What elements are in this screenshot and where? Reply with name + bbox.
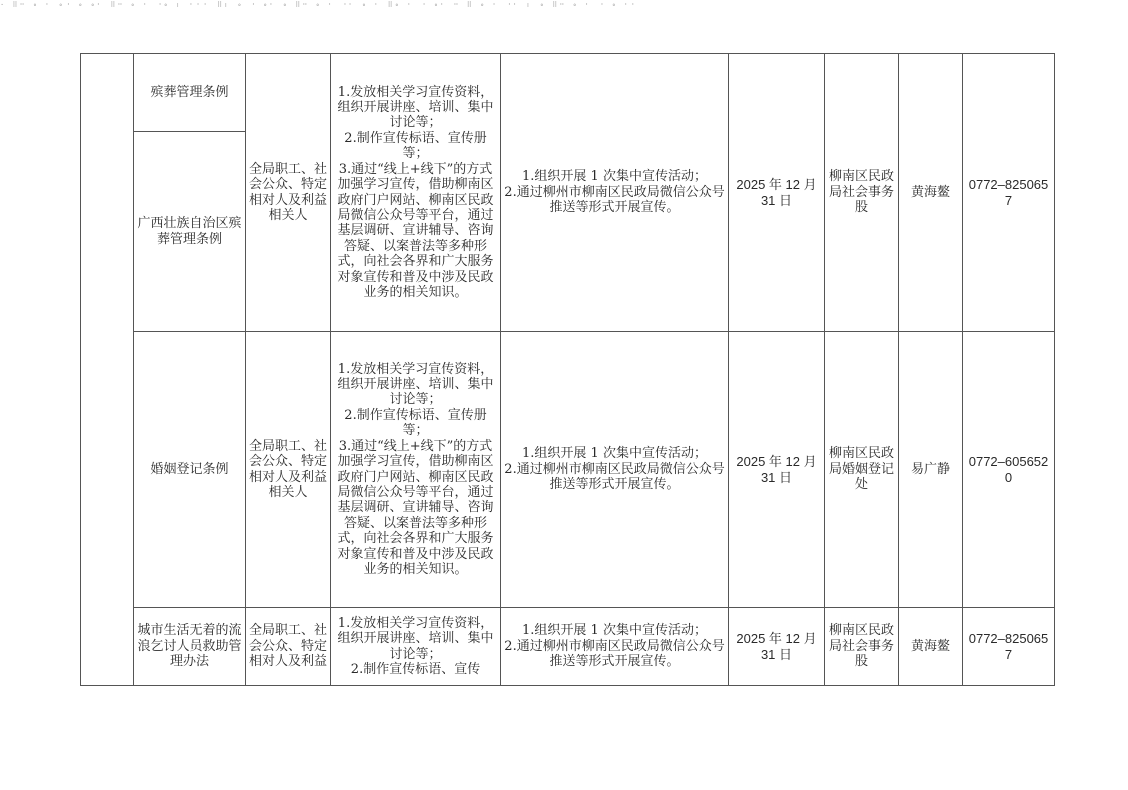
phone-cell: 0772–6056520 <box>963 332 1055 608</box>
law-name-cell: 广西壮族自治区殡葬管理条例 <box>134 132 246 332</box>
person-cell: 黄海鳌 <box>899 54 963 332</box>
phone-cell: 0772–8250657 <box>963 54 1055 332</box>
law-name-cell: 殡葬管理条例 <box>134 54 246 132</box>
method-cell: 1.发放相关学习宣传资料，组织开展讲座、培训、集中讨论等； 2.制作宣传标语、宣传册等； 3.通过“线上+线下”的方式加强学习宣传，借助柳南区政府门户网站、柳南区民政局微信公众号等平台，通过基层调研、宣讲辅导、咨询答疑、以案普法等多种形式，向社会各界和广大服务对象宣传和普及中涉及民政业务的相关知识。 <box>331 54 501 332</box>
scan-header-marks: · ⠿⠒ ∘ ⠂ ∘⠐ ∘ ∘⠂ ⠿⠒ ∘ ⠂ ⠐∘ ⠆ ⠂⠂⠂ ⠿⠆ ∘ ⠐ ∘⠂ ∘ ⠿⠒ ∘ ⠂ ⠐⠂ ∘ ⠂ ⠿∘ ⠂ ⠐ ∘⠂ ⠒ ⠿ ∘ ⠂ ⠐⠂ ⠆ ∘ ⠿⠒ ∘ ⠂ ⠐ ∘ ⠂⠂ <box>0 1 639 9</box>
law-name-cell: 婚姻登记条例 <box>134 332 246 608</box>
table-row <box>81 54 1055 132</box>
person-cell: 黄海鳌 <box>899 608 963 686</box>
table-row <box>81 332 1055 608</box>
person-cell: 易广静 <box>899 332 963 608</box>
deadline-cell: 2025 年 12 月 31 日 <box>729 608 825 686</box>
law-name-cell: 城市生活无着的流浪乞讨人员救助管理办法 <box>134 608 246 686</box>
table-row <box>81 608 1055 686</box>
method-cell: 1.发放相关学习宣传资料，组织开展讲座、培训、集中讨论等； 2.制作宣传标语、宣传册等； 3.通过“线上+线下”的方式加强学习宣传，借助柳南区政府门户网站、柳南区民政局微信公众号等平台，通过基层调研、宣讲辅导、咨询答疑、以案普法等多种形式，向社会各界和广大服务对象宣传和普及中涉及民政业务的相关知识。 <box>331 332 501 608</box>
phone-cell: 0772–8250657 <box>963 608 1055 686</box>
method-cell: 1.发放相关学习宣传资料，组织开展讲座、培训、集中讨论等； 2.制作宣传标语、宣传 <box>331 608 501 686</box>
department-cell: 柳南区民政局社会事务股 <box>825 54 899 332</box>
department-cell: 柳南区民政局婚姻登记处 <box>825 332 899 608</box>
publicity-plan-table <box>80 53 1055 686</box>
audience-cell: 全局职工、社会公众、特定相对人及利益 <box>246 608 331 686</box>
department-cell: 柳南区民政局社会事务股 <box>825 608 899 686</box>
audience-cell: 全局职工、社会公众、特定相对人及利益相关人 <box>246 54 331 332</box>
effect-cell: 1.组织开展 1 次集中宣传活动； 2.通过柳州市柳南区民政局微信公众号推送等形式开展宣传。 <box>501 332 729 608</box>
effect-cell: 1.组织开展 1 次集中宣传活动； 2.通过柳州市柳南区民政局微信公众号推送等形式开展宣传。 <box>501 54 729 332</box>
audience-cell: 全局职工、社会公众、特定相对人及利益相关人 <box>246 332 331 608</box>
deadline-cell: 2025 年 12 月 31 日 <box>729 332 825 608</box>
effect-cell: 1.组织开展 1 次集中宣传活动； 2.通过柳州市柳南区民政局微信公众号推送等形式开展宣传。 <box>501 608 729 686</box>
category-cell <box>81 54 134 686</box>
deadline-cell: 2025 年 12 月 31 日 <box>729 54 825 332</box>
